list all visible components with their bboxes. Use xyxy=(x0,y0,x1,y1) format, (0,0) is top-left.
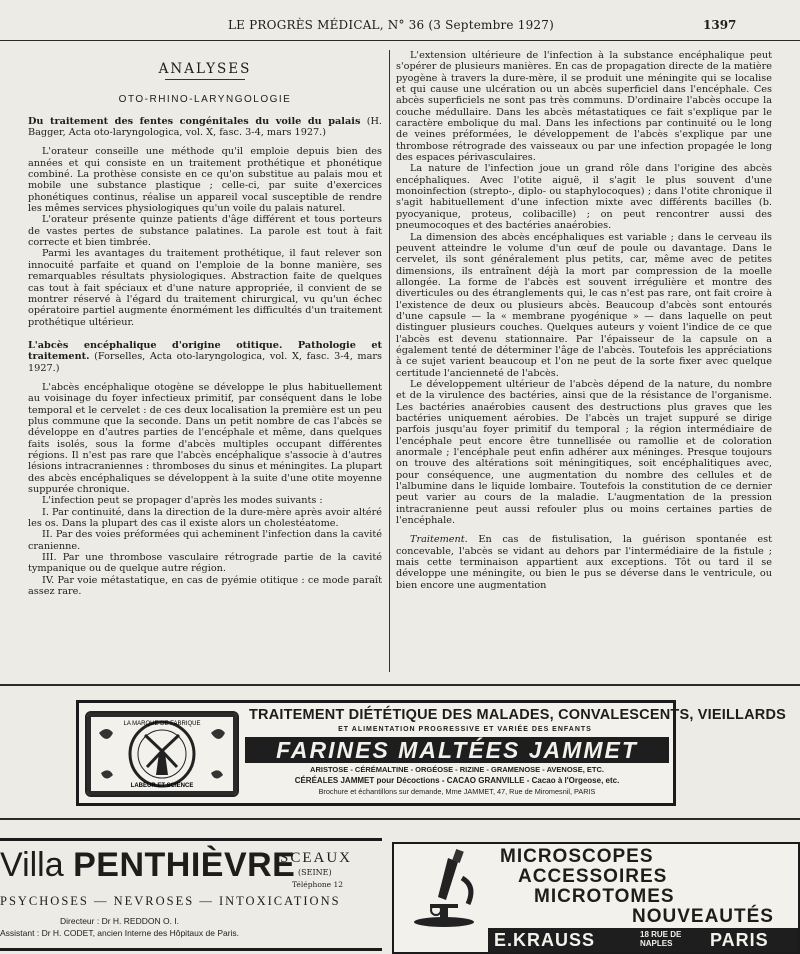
article-1-paragraph: L'orateur présente quinze patients d'âge différent et tous porteurs de vastes pertes de substance palatines. La parole est tout à fait correcte et bien timbrée. xyxy=(28,214,382,249)
page-number: 1397 xyxy=(703,18,737,32)
krauss-address-street: 18 RUE DE xyxy=(640,930,682,939)
villa-director: Directeur : Dr H. REDDON O. I. xyxy=(60,916,180,926)
jammet-address: Brochure et échantillons sur demande, Mme JAMMET, 47, Rue de Miromesnil, PARIS xyxy=(318,787,596,796)
article-2-paragraph: La dimension des abcès encéphaliques est variable ; dans le cerveau ils peuvent atteindre le volume d'un œuf de poule ou davantage. Dans le cervelet, ils sont généralement plus petits, car, même avec de petites dimensions, ils entraînent déjà la mort par compression de la moelle allongée. La forme de l'abcès est souvent irrégulière et montre des diverticules ou des étranglements qui, le cas n'est pas rare, ont fait croire à l'existence de deux ou plusieurs abcès. Beaucoup d'abcès sont entourés d'une capsule — la « membrane pyogénique » — dans laquelle on peut distinguer plusieurs couches. Quelques auteurs y voient l'indice de ce que l'abcès est devenu stationnaire. Par l'épaisseur de la capsule on a également tenté de déterminer l'âge de l'abcès. Toutefois les appréciations à ce sujet varient beaucoup et l'on ne peut de la sorte fixer avec quelque certitude l'ancienneté de l'abcès. xyxy=(396,231,772,379)
section-rule xyxy=(165,79,245,80)
jammet-brand-banner: FARINES MALTÉES JAMMET xyxy=(245,737,669,763)
content-bottom-rule xyxy=(0,684,800,686)
krauss-line-accessoires: ACCESSOIRES xyxy=(518,866,668,887)
article-2-list-item: I. Par continuité, dans la direction de la dure-mère après avoir altéré les os. Dans la plupart des cas il existe alors un cholestéatome. xyxy=(28,506,382,530)
jammet-products: ARISTOSE - CÉRÉMALTINE - ORGÉOSE - RIZINE - GRAMENOSE - AVENOSE, ETC. xyxy=(310,765,604,774)
right-column xyxy=(396,50,772,591)
krauss-address xyxy=(640,930,681,948)
villa-town: SCEAUX xyxy=(280,850,353,866)
running-title: LE PROGRÈS MÉDICAL, N° 36 (3 Septembre 1927) xyxy=(228,18,554,32)
krauss-city: PARIS xyxy=(710,930,769,950)
villa-penthievre-advertisement xyxy=(0,838,382,952)
section-title: ANALYSES xyxy=(158,61,252,77)
ad-top-rule xyxy=(0,838,382,841)
villa-specialties: PSYCHOSES — NEVROSES — INTOXICATIONS xyxy=(0,894,341,908)
krauss-line-microscopes: MICROSCOPES xyxy=(500,846,654,867)
krauss-advertisement xyxy=(392,842,800,954)
article-2-title: L'abcès encéphalique d'origine otitique. Pathologie et traitement. xyxy=(28,339,382,363)
jammet-subline: ET ALIMENTATION PROGRESSIVE ET VARIÉE DES ENFANTS xyxy=(338,726,592,733)
article-2-paragraph: L'infection peut se propager d'après les modes suivants : xyxy=(42,495,323,507)
villa-name xyxy=(0,846,295,884)
subsection-title: OTO-RHINO-LARYNGOLOGIE xyxy=(118,94,292,106)
villa-name-prefix: Villa xyxy=(0,846,74,884)
running-header xyxy=(0,18,800,40)
article-2-list-item: IV. Par voie métastatique, en cas de pyémie otitique : ce mode paraît assez rare. xyxy=(28,574,382,598)
column-divider xyxy=(389,50,390,672)
header-rule xyxy=(0,40,800,41)
villa-name-main: PENTHIÈVRE xyxy=(73,846,296,884)
article-2-paragraph: Le développement ultérieur de l'abcès dépend de la nature, du nombre et de la virulence des bactéries, ainsi que de la résistance de l'organisme. Les bactéries anaérobies causent des destructions plus graves que les bactéries uniquement aérobies. De l'abcès un trajet suppuré se dirige parfois jusqu'au foyer primitif du temporal ; la région intermédiaire de l'encéphale peut encore être tunnellisée ou ramollie et de coloration anormale ; l'encéphale peut enfin adhérer aux méninges. Presque toujours on trouve des altérations soit méningitiques, soit encéphalitiques avec, pour conséquence, une augmentation du nombre des cellules et de l'albumine dans le liquide lombaire. Toutefois la constitution de ce dernier peut varier au cours de la maladie. L'augmentation de la pression intracranienne peut aussi refouler plus ou moins certaines parties de l'encéphale. xyxy=(396,378,772,527)
treatment-lead: Traitement. xyxy=(410,534,468,546)
article-2-reference: (Forselles, Acta oto-laryngologica, vol. X, fasc. 3-4, mars 1927.) xyxy=(28,351,382,374)
jammet-advertisement xyxy=(76,700,786,806)
article-heading xyxy=(28,116,382,139)
ad-separator-rule xyxy=(0,818,800,820)
emblem-text: LA MARQUE DE FABRIQUE xyxy=(123,721,201,727)
krauss-line-microtomes: MICROTOMES xyxy=(534,886,675,907)
article-2-paragraph: La nature de l'infection joue un grand rôle dans l'origine des abcès encéphaliques. Avec l'otite aiguë, il s'agit le plus souvent d'une monoinfection (strepto-, diplo- ou staphylocoques) ; dans l'otite chronique il s'agit habituellement d'une infection mixte avec différents bacilles (b. pyocyanique, proteus, colibacille) ; on peut rencontrer aussi des pneumocoques et des bactéries anaérobies. xyxy=(396,163,772,232)
krauss-line-nouveautes: NOUVEAUTÉS xyxy=(632,906,774,927)
article-2-list-item: II. Par des voies préformées qui acheminent l'infection dans la cavité cranienne. xyxy=(28,529,382,552)
article-2-list-item: III. Par une thrombose vasculaire rétrograde partie de la cavité tympanique ou de quelque autre région. xyxy=(28,552,382,575)
article-2-paragraph xyxy=(396,534,772,591)
article-1-paragraph: Parmi les avantages du traitement prothétique, il faut relever son innocuité parfaite et quand on l'emploie de la bonne manière, ses remarquables résultats physiologiques. Abstraction faite de quelques cas tout à fait spéciaux et d'une nature appropriée, il convient de se montrer réservé à l'égard du traitement chirurgical, vu qu'un échec opératoire partiel augmente énormément les difficultés d'un traitement prothétique ultérieur. xyxy=(28,248,382,328)
left-column xyxy=(28,50,382,597)
emblem-motto: LABEUR ET SCIENCE xyxy=(130,783,194,789)
microscope-icon xyxy=(400,848,496,928)
article-1-paragraph: L'orateur conseille une méthode qu'il emploie depuis bien des années et qui consiste en un traitement prothétique et phonétique combiné. La prothèse consiste en ce qu'on substitue au palais mou et mobile une substance plastique ; celle-ci, par suite d'exercices phonétiques continus, réalise un appareil vocal susceptible de rendre les mêmes services physiologiques qu'un voile du palais naturel. xyxy=(28,146,382,215)
article-2-paragraph: L'abcès encéphalique otogène se développe le plus habituellement au voisinage du foyer infectieux primitif, par conséquent dans le lobe temporal et le cervelet : de ces deux localisation la première est un peu plus commune que la seconde. Dans un petit nombre de cas l'abcès se développe en d'autres parties de l'encéphale et même, dans quelques faits isolés, sous la forme d'abcès multiples occupant différentes régions. Il n'est pas rare que l'abcès encéphalique s'associe à d'autres lésions intracraniennes : thromboses du sinus et méningites. La plupart des abcès encéphaliques se développent à la suite d'une otite moyenne suppurée chronique. xyxy=(28,381,382,495)
villa-telephone: Téléphone 12 xyxy=(292,880,344,889)
jammet-cereales: CÉRÉALES JAMMET pour Décoctions - CACAO GRANVILLE - Cacao à l'Orgeose, etc. xyxy=(294,776,620,785)
jammet-headline: TRAITEMENT DIÉTÉTIQUE DES MALADES, CONVALESCENTS, VIEILLARDS xyxy=(249,707,786,723)
ad-bottom-rule xyxy=(0,948,382,951)
villa-department: (SEINE) xyxy=(298,868,332,877)
krauss-footer-banner xyxy=(488,928,798,952)
article-2-paragraph: L'extension ultérieure de l'infection à la substance encéphalique peut s'opérer de plusieurs manières. En cas de propagation directe de la matière pyogène à travers la dure-mère, il se produit une méningite qui se localise et qui cause une ulcération ou un abcès superficiel dans l'encéphale. Ces abcès superficiels ne sont pas très communs. D'ordinaire l'abcès occupe la couche médullaire. Dans les abcès métastatiques ce fait s'explique par le caractère embolique du mal. Dans les infections par continuité ou le long de veines préformées, le développement de l'abcès s'explique par une thrombose rétrograde des vaisseaux ou par une infection propagée le long des espaces périvasculaires. xyxy=(396,50,772,164)
windmill-emblem-icon xyxy=(85,711,239,797)
villa-assistant: Assistant : Dr H. CODET, ancien Interne des Hôpitaux de Paris. xyxy=(0,928,240,938)
krauss-firm: E.KRAUSS xyxy=(494,930,596,950)
krauss-address-name: NAPLES xyxy=(640,939,673,948)
article-heading xyxy=(28,340,382,374)
article-1-reference: (H. Bagger, Acta oto-laryngologica, vol. X, fasc. 3-4, mars 1927.) xyxy=(28,115,382,139)
treatment-text: En cas de fistulisation, la guérison spontanée est concevable, l'abcès se vidant au dehors par l'intermédiaire de la fistule ; mais cette terminaison appartient aux exceptions. Tôt ou tard il se développe une méningite, ou bien le pus se déverse dans le ventricule, ou bien encore une augmentation xyxy=(396,534,772,591)
article-1-title: Du traitement des fentes congénitales du voile du palais xyxy=(28,115,361,127)
